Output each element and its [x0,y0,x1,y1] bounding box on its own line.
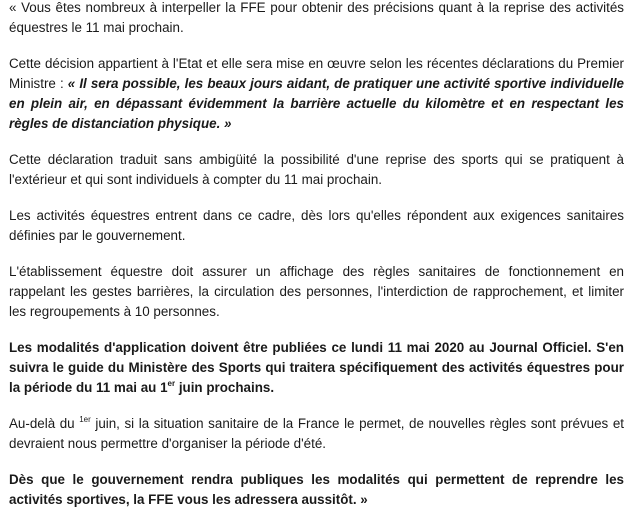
paragraph-prime-minister [9,54,624,134]
paragraph-declaration [9,150,624,190]
beyond-superscript: 1er [79,414,91,424]
modalities-text: Les modalités d'application doivent être publiées ce lundi 11 mai 2020 au Journal Officiel. S'en suivra le guide du Ministère des Sports qui traitera spécifiquement des activités équestres pour la période du 11 mai au 1 [9,340,624,395]
paragraph-beyond-june [9,414,624,454]
paragraph-intro [9,0,624,38]
beyond-text-start: Au-delà du [9,416,80,431]
paragraph-modalities [9,338,624,398]
pm-intro-text: Cette décision appartient à l'Etat et elle sera mise en œuvre selon les récentes déclarations du Premier Ministre : [9,56,624,91]
paragraph-establishment [9,262,624,322]
beyond-text-end: juin, si la situation sanitaire de la France le permet, de nouvelles règles sont prévues et devraient nous permettre d'organiser la période d'été. [9,416,624,451]
closing-text: Dès que le gouvernement rendra publiques les modalités qui permettent de reprendre les activités sportives, la FFE vous les adressera aussitôt. » [9,472,624,507]
pm-quote: « Il sera possible, les beaux jours aidant, de pratiquer une activité sportive individuelle en plein air, en dépassant évidemment la barrière actuelle du kilomètre et en respectant les règles de distanciation physique. » [9,76,624,131]
modalities-text-end: juin prochains. [175,380,275,395]
paragraph-equestrian [9,206,624,246]
paragraph-closing [9,470,624,510]
intro-text: « Vous êtes nombreux à interpeller la FFE pour obtenir des précisions quant à la reprise des activités équestres le 11 mai prochain. [9,0,624,35]
establishment-text: L'établissement équestre doit assurer un affichage des règles sanitaires de fonctionnement en rappelant les gestes barrières, la circulation des personnes, l'interdiction de rapprochement, et limiter les regroupements à 10 personnes. [9,264,624,319]
equestrian-text: Les activités équestres entrent dans ce cadre, dès lors qu'elles répondent aux exigences sanitaires définies par le gouvernement. [9,208,624,243]
modalities-superscript: er [167,378,176,388]
declaration-text: Cette déclaration traduit sans ambigüité la possibilité d'une reprise des sports qui se pratiquent à l'extérieur et qui sont individuels à compter du 11 mai prochain. [9,152,624,187]
